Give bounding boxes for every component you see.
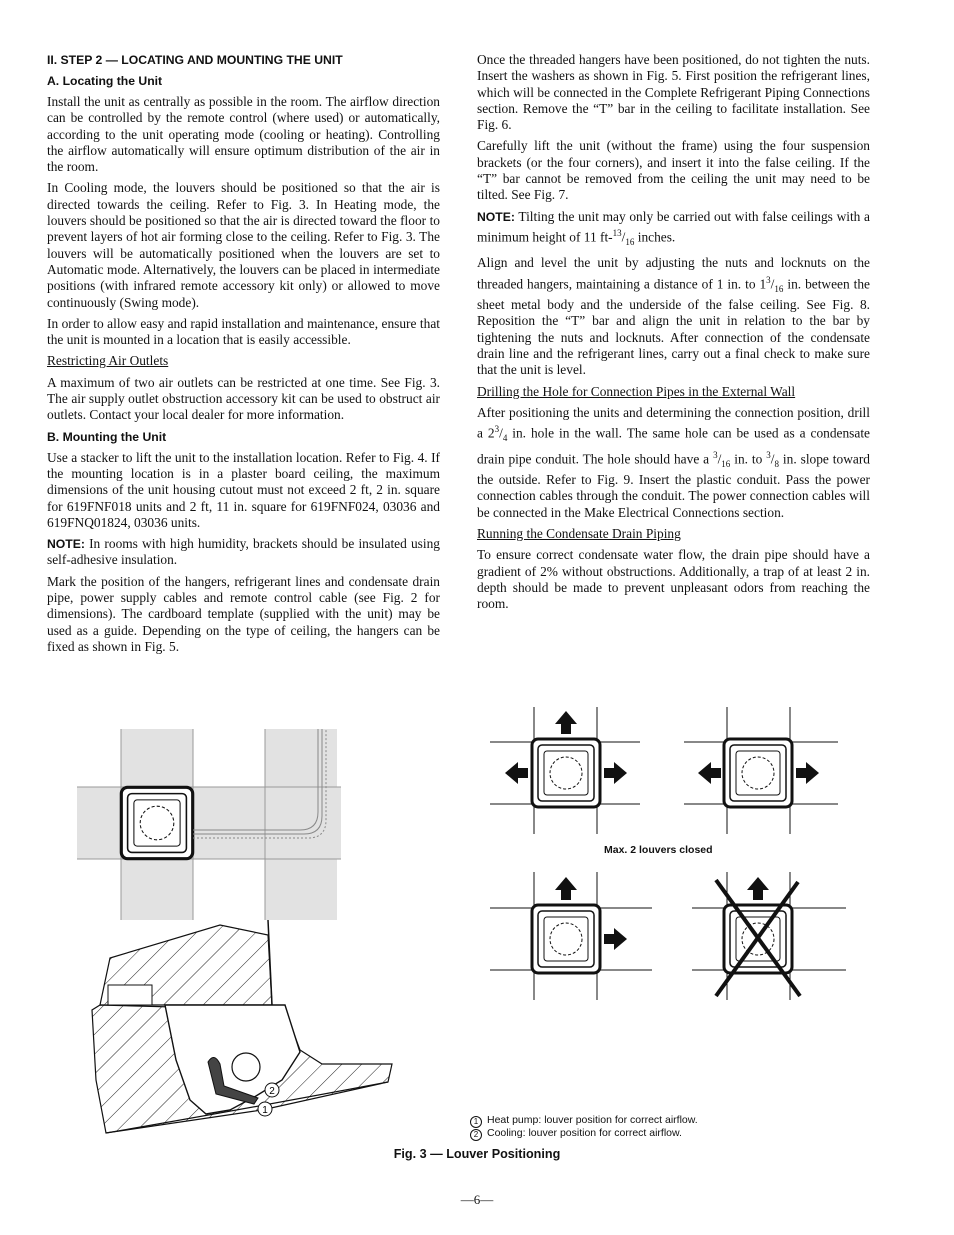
note-tilting: NOTE: Tilting the unit may only be carried out with false ceilings with a minimum height of 11 $ft-^{13}/_{16}$ inches. [477, 208, 870, 248]
figure-caption: Fig. 3 — Louver Positioning [393, 1147, 561, 1161]
legend-item-1 [470, 1114, 698, 1128]
paragraph-locating-2: In Cooling mode, the louvers should be positioned so that the air is directed towards the ceiling. Refer to Fig. 3. In Heating mode, the louvers should be positioned so that the air is directed toward the floor to prevent layers of hot air forming close to the ceiling. Refer to Fig. 3. The louvers will be automatically positioned when the louvers are set to Automatic mode. Alternatively, the louvers can be placed in intermediate positions (with infrared remote accessory kit only) or allowed to move continuously (Swing mode). [47, 180, 440, 310]
heading-restricting: Restricting Air Outlets [47, 353, 169, 369]
paragraph-mounting-1: Use a stacker to lift the unit to the installation location. Refer to Fig. 4. If the mounting location is in a plaster board ceiling, the maximum dimensions of the unit housing cutout must not exceed 2 ft, 2 in. square for 619FNF018 units and 2 ft, 11 in. square for 619FNF024, 03036 and 619FNQ01824, 03036 units. [47, 449, 440, 530]
legend-number-1: 1 [470, 1116, 482, 1128]
paragraph-locating-1: Install the unit as centrally as possible in the room. The airflow direction can be controlled by the remote control (where used) or automatically, according to the unit operating mode (cooling or heating). Controlling the airflow automatically will ensure optimum distribution of the air in the room. [47, 94, 440, 175]
arrow-left-icon [698, 762, 721, 784]
max-louvers-label: Max. 2 louvers closed [604, 844, 713, 856]
section-title: II. STEP 2 — LOCATING AND MOUNTING THE UNIT [47, 53, 343, 67]
paragraph-mounting-3: Once the threaded hangers have been positioned, do not tighten the nuts. Insert the washers as shown in Fig. 5. First position the refrigerant lines, which will be connected in the Complete Refrigerant Piping Connections section. Remove the “T” bar in the ceiling to facilitate installation. See Fig. 6. [477, 52, 870, 133]
paragraph-drilling: After positioning the units and determining the connection position, drill a $2^3/_4$ in. hole in the wall. The same hole can be used as a condensate drain pipe conduit. The hole should have a $^3/_{16}$ in. to $^3/_8$ in. slope toward the outside. Refer to Fig. 9. Insert the plastic conduit. Pass the power connection cables through the conduit. The power connection cables will be connected in the Make Electrical Connections section. [477, 404, 870, 520]
paragraph-align: Align and level the unit by adjusting the nuts and locknuts on the threaded hangers, maintaining a distance of 1 in. to $1^3/_{16}$ in. between the sheet metal body and the underside of the false ceiling. See Fig. 8. Reposition the “T” bar and align the unit in relation to the bar by tightening the nuts and locknuts. After connection of the condensate drain line and the refrigerant lines, carry out a final check to make sure that the unit is level. [477, 255, 870, 378]
arrow-right-icon [796, 762, 819, 784]
paragraph-restricting: A maximum of two air outlets can be restricted at one time. See Fig. 3. The air supply outlet obstruction accessory kit can be used to obstruct air outlets. Contact your local dealer for more information. [47, 374, 440, 423]
paragraph-condensate: To ensure correct condensate water flow, the drain pipe should have a gradient of 2% without obstructions. Additionally, a trap of at least 2 in. depth should be made to prevent unpleasant odors from reaching the room. [477, 547, 870, 612]
louver-diagram-three-open [490, 707, 640, 834]
arrow-up-icon [555, 877, 577, 900]
note-label: NOTE: [47, 537, 85, 552]
legend-text-1: Heat pump: louver position for correct airflow. [487, 1114, 698, 1126]
arrow-up-icon [555, 711, 577, 734]
paragraph-mounting-4: Carefully lift the unit (without the frame) using the four suspension brackets (or the four corners), and insert it into the false ceiling. If the “T” bar cannot be removed from the ceiling the unit may need to be tilted. See Fig. 7. [477, 138, 870, 203]
room-plan-illustration [77, 729, 341, 920]
paragraph-locating-3: In order to allow easy and rapid installation and maintenance, ensure that the unit is mounted in a location that is easily accessible. [47, 315, 440, 348]
callout-1: 1 [262, 1105, 268, 1116]
note-humidity-text: In rooms with high humidity, brackets should be insulated using self-adhesive insulation. [47, 536, 440, 568]
louver-diagram-adjacent-open [490, 872, 652, 1000]
arrow-right-icon [604, 762, 627, 784]
section-cutaway-illustration [92, 920, 392, 1133]
callout-2: 2 [269, 1086, 275, 1097]
paragraph-mounting-2: Mark the position of the hangers, refrigerant lines and condensate drain pipe, power supply cables and remote control cable (see Fig. 2 for dimensions). The cardboard template (supplied with the unit) may be used as a guide. Depending on the type of ceiling, the hangers can be fixed as shown in Fig. 5. [47, 573, 440, 654]
louver-diagram-two-open [684, 707, 838, 834]
louver-diagram-incorrect [692, 872, 846, 1000]
arrow-up-icon [747, 877, 769, 900]
heading-condensate: Running the Condensate Drain Piping [477, 525, 681, 541]
legend-number-2: 2 [470, 1129, 482, 1141]
arrow-left-icon [505, 762, 528, 784]
legend-item-2 [470, 1127, 682, 1141]
arrow-right-icon [604, 928, 627, 950]
note-label: NOTE: [477, 209, 515, 224]
heading-mounting: B. Mounting the Unit [47, 429, 167, 444]
heading-locating: A. Locating the Unit [47, 74, 163, 88]
legend-text-2: Cooling: louver position for correct airflow. [487, 1127, 682, 1139]
page-number: —6— [460, 1192, 494, 1207]
heading-drilling: Drilling the Hole for Connection Pipes in the External Wall [477, 383, 796, 399]
